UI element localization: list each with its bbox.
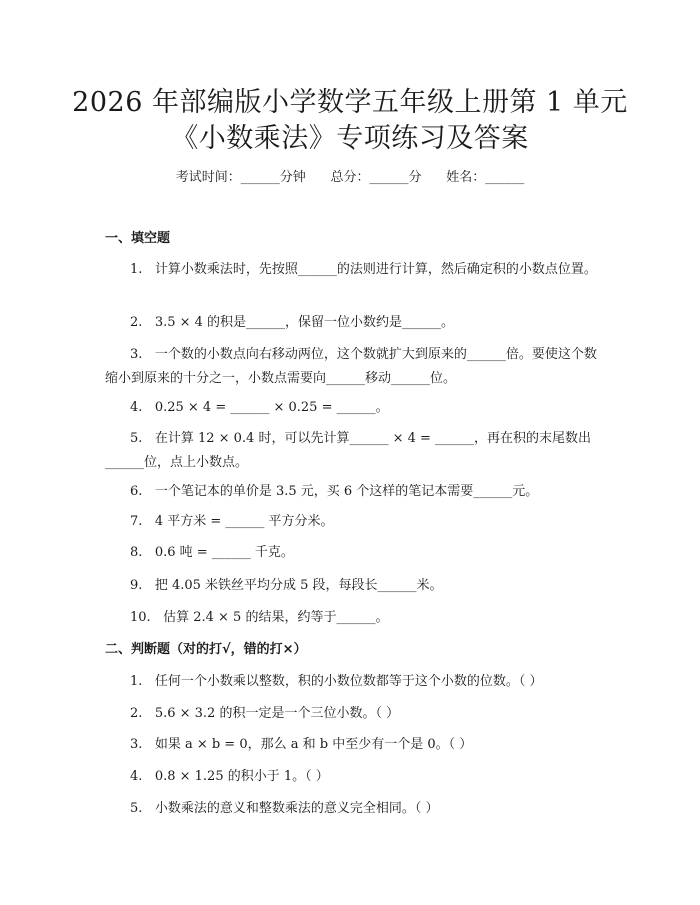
question-item	[105, 670, 605, 694]
question-item	[105, 765, 605, 789]
section-heading-fill-blank: 一、填空题	[105, 231, 171, 246]
question-item	[105, 311, 605, 335]
question-number: 6.	[130, 484, 143, 499]
question-text: 估算 2.4 × 5 的结果，约等于______。	[163, 610, 389, 625]
question-number: 4.	[130, 769, 143, 784]
question-text: 小数乘法的意义和整数乘法的意义完全相同。（ ）	[154, 801, 439, 816]
question-text: 4 平方米 = ______ 平方分米。	[154, 514, 334, 529]
question-text: 5.6 × 3.2 的积一定是一个三位小数。（ ）	[154, 706, 400, 721]
question-item	[105, 396, 605, 420]
question-text: 0.6 吨 = ______ 千克。	[154, 545, 294, 560]
question-text: 任何一个小数乘以整数，积的小数位数都等于这个小数的位数。（ ）	[154, 674, 543, 689]
question-text: 0.8 × 1.25 的积小于 1。（ ）	[154, 769, 329, 784]
question-number: 1.	[130, 262, 143, 277]
question-number: 1.	[130, 674, 143, 689]
exam-info: 考试时间：______分钟 总分：______分 姓名：______	[175, 170, 525, 185]
question-item	[105, 702, 605, 726]
question-item	[105, 797, 605, 821]
question-item	[105, 510, 605, 534]
question-number: 4.	[130, 400, 143, 415]
question-item	[105, 733, 605, 757]
question-item	[105, 427, 605, 475]
question-number: 3.	[130, 737, 143, 752]
question-item	[105, 480, 605, 504]
question-number: 8.	[130, 545, 143, 560]
question-text: 把 4.05 米铁丝平均分成 5 段，每段长______米。	[154, 578, 443, 593]
question-number: 7.	[130, 514, 143, 529]
question-number: 5.	[130, 431, 143, 446]
question-item	[105, 343, 605, 391]
question-number: 2.	[130, 706, 143, 721]
question-item	[105, 258, 605, 282]
question-text: 计算小数乘法时，先按照______的法则进行计算，然后确定积的小数点位置。	[154, 262, 597, 277]
question-text: 一个笔记本的单价是 3.5 元，买 6 个这样的笔记本需要______元。	[154, 484, 539, 499]
question-item	[105, 606, 605, 630]
question-number: 9.	[130, 578, 143, 593]
question-text: 0.25 × 4 = ______ × 0.25 = ______。	[154, 400, 389, 415]
question-item	[105, 541, 605, 565]
question-text: 如果 a × b = 0，那么 a 和 b 中至少有一个是 0。（ ）	[154, 737, 473, 752]
question-number: 3.	[130, 347, 143, 362]
question-number: 2.	[130, 315, 143, 330]
title-line-2: 《小数乘法》专项练习及答案	[171, 123, 529, 154]
question-text: 一个数的小数点向右移动两位，这个数就扩大到原来的______倍。要使这个数缩小到原来的十分之一，小数点需要向______移动______位。	[105, 347, 597, 386]
question-text: 在计算 12 × 0.4 时，可以先计算______ × 4 = ______，再在积的末尾数出______位，点上小数点。	[105, 431, 592, 470]
question-number: 5.	[130, 801, 143, 816]
question-text: 3.5 × 4 的积是______，保留一位小数约是______。	[154, 315, 455, 330]
title-line-1: 2026 年部编版小学数学五年级上册第 1 单元	[72, 87, 628, 118]
question-item	[105, 574, 605, 598]
question-number: 10.	[130, 610, 151, 625]
section-heading-true-false: 二、判断题（对的打√，错的打×）	[105, 642, 307, 657]
